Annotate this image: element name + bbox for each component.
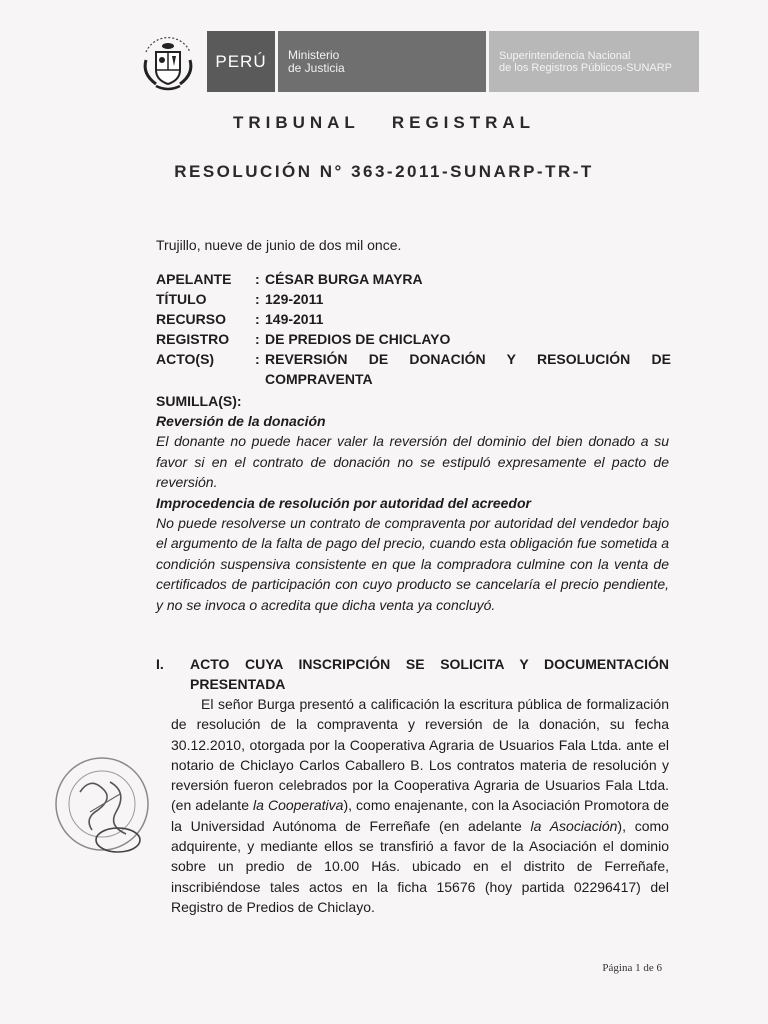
section-number: I.: [156, 656, 164, 672]
meta-row-actos: [156, 349, 671, 389]
section-title: ACTO CUYA INSCRIPCIÓN SE SOLICITA Y DOCUMENTACIÓN PRESENTADA: [190, 656, 669, 692]
tribunal-word: TRIBUNAL: [232, 113, 360, 132]
meta-key: TÍTULO: [156, 291, 207, 307]
page-number: Página 1 de 6: [602, 962, 662, 974]
meta-key: ACTO(S): [156, 351, 215, 367]
meta-separator: :: [255, 311, 260, 327]
tribunal-heading: [0, 113, 768, 133]
resolution-title: RESOLUCIÓN N° 363-2011-SUNARP-TR-T: [174, 162, 594, 181]
meta-separator: :: [255, 331, 260, 347]
body-text: El señor Burga presentó a calificación la escritura pública de formalización de resolución de la compraventa y reversión de la donación, su fecha 30.12.2010, otorgada por la Cooperativa Agraria de Usuarios Fala Ltda. ante el notario de Chiclayo Carlos Caballero B. Los contratos materia de resolución y reversión fueron celebrados por la Cooperativa Agraria de Usuarios Fala Ltda. (en adelante: [171, 696, 669, 814]
meta-key: REGISTRO: [156, 331, 230, 347]
meta-row-titulo: [156, 289, 671, 309]
meta-value: 129-2011: [265, 291, 324, 307]
case-metadata: [156, 269, 671, 389]
ministry-line-1: Ministerio: [288, 47, 340, 62]
ministry-banner: [278, 31, 486, 92]
agency-line-2: de los Registros Públicos-SUNARP: [499, 61, 673, 74]
agency-banner: [489, 31, 699, 92]
section-1: [156, 654, 669, 917]
country-label: PERÚ: [215, 51, 267, 71]
body-text: ), como enajenante, con la Asociación Promotora de la Universidad Autónoma de Ferreñafe (en adelante: [171, 797, 669, 834]
meta-value: 149-2011: [265, 311, 324, 327]
sumilla-item-title: Improcedencia de resolución por autoridad del acreedor: [156, 494, 531, 511]
sumilla-item-text: No puede resolverse un contrato de compraventa por autoridad del vendedor bajo el argumento de la falta de pago del precio, cuando esta obligación fue sometida a condición suspensiva consistente en que la compradora culmine con la venta de certificados de participación con cuyo producto se cancelaría el precio pendiente, y no se invoca o acredita que dicha venta ya concluyó.: [156, 514, 669, 613]
peru-coat-of-arms-icon: [138, 30, 198, 92]
sumilla-section: [156, 391, 669, 615]
sumilla-heading: SUMILLA(S):: [156, 393, 242, 409]
meta-separator: :: [255, 271, 260, 287]
date-line: Trujillo, nueve de junio de dos mil once.: [156, 237, 402, 253]
peru-banner: [207, 31, 275, 92]
meta-row-apelante: [156, 269, 671, 289]
meta-row-registro: [156, 329, 671, 349]
meta-value: DE PREDIOS DE CHICLAYO: [265, 331, 451, 347]
body-text: ), como adquirente, y mediante ellos se transfirió a favor de la Asociación el dominio sobre un predio de 10.00 Hás. ubicado en el distrito de Ferreñafe, inscribiéndose tales actos en la ficha 15676 (hoy partida 02296417) del Registro de Predios de Chiclayo.: [171, 817, 669, 915]
body-emphasis: la Asociación: [530, 817, 618, 834]
meta-value: CÉSAR BURGA MAYRA: [265, 271, 423, 287]
ministry-line-2: de Justicia: [288, 60, 345, 75]
section-body: [171, 694, 669, 917]
registral-word: REGISTRAL: [391, 113, 536, 132]
section-heading: [156, 654, 669, 694]
meta-key: APELANTE: [156, 271, 232, 287]
sumilla-item-text: El donante no puede hacer valer la reversión del dominio del bien donado a su favor si en el contrato de donación no se estipuló expresamente el pacto de reversión.: [156, 433, 669, 490]
meta-separator: :: [255, 351, 260, 367]
agency-line-1: Superintendencia Nacional: [499, 49, 631, 62]
meta-row-recurso: [156, 309, 671, 329]
meta-value: REVERSIÓN DE DONACIÓN Y RESOLUCIÓN DE COMPRAVENTA: [265, 351, 671, 387]
notary-seal-stamp-icon: [50, 752, 160, 862]
meta-separator: :: [255, 291, 260, 307]
sumilla-item-title: Reversión de la donación: [156, 413, 326, 429]
body-emphasis: la Cooperativa: [253, 797, 344, 814]
meta-key: RECURSO: [156, 311, 227, 327]
